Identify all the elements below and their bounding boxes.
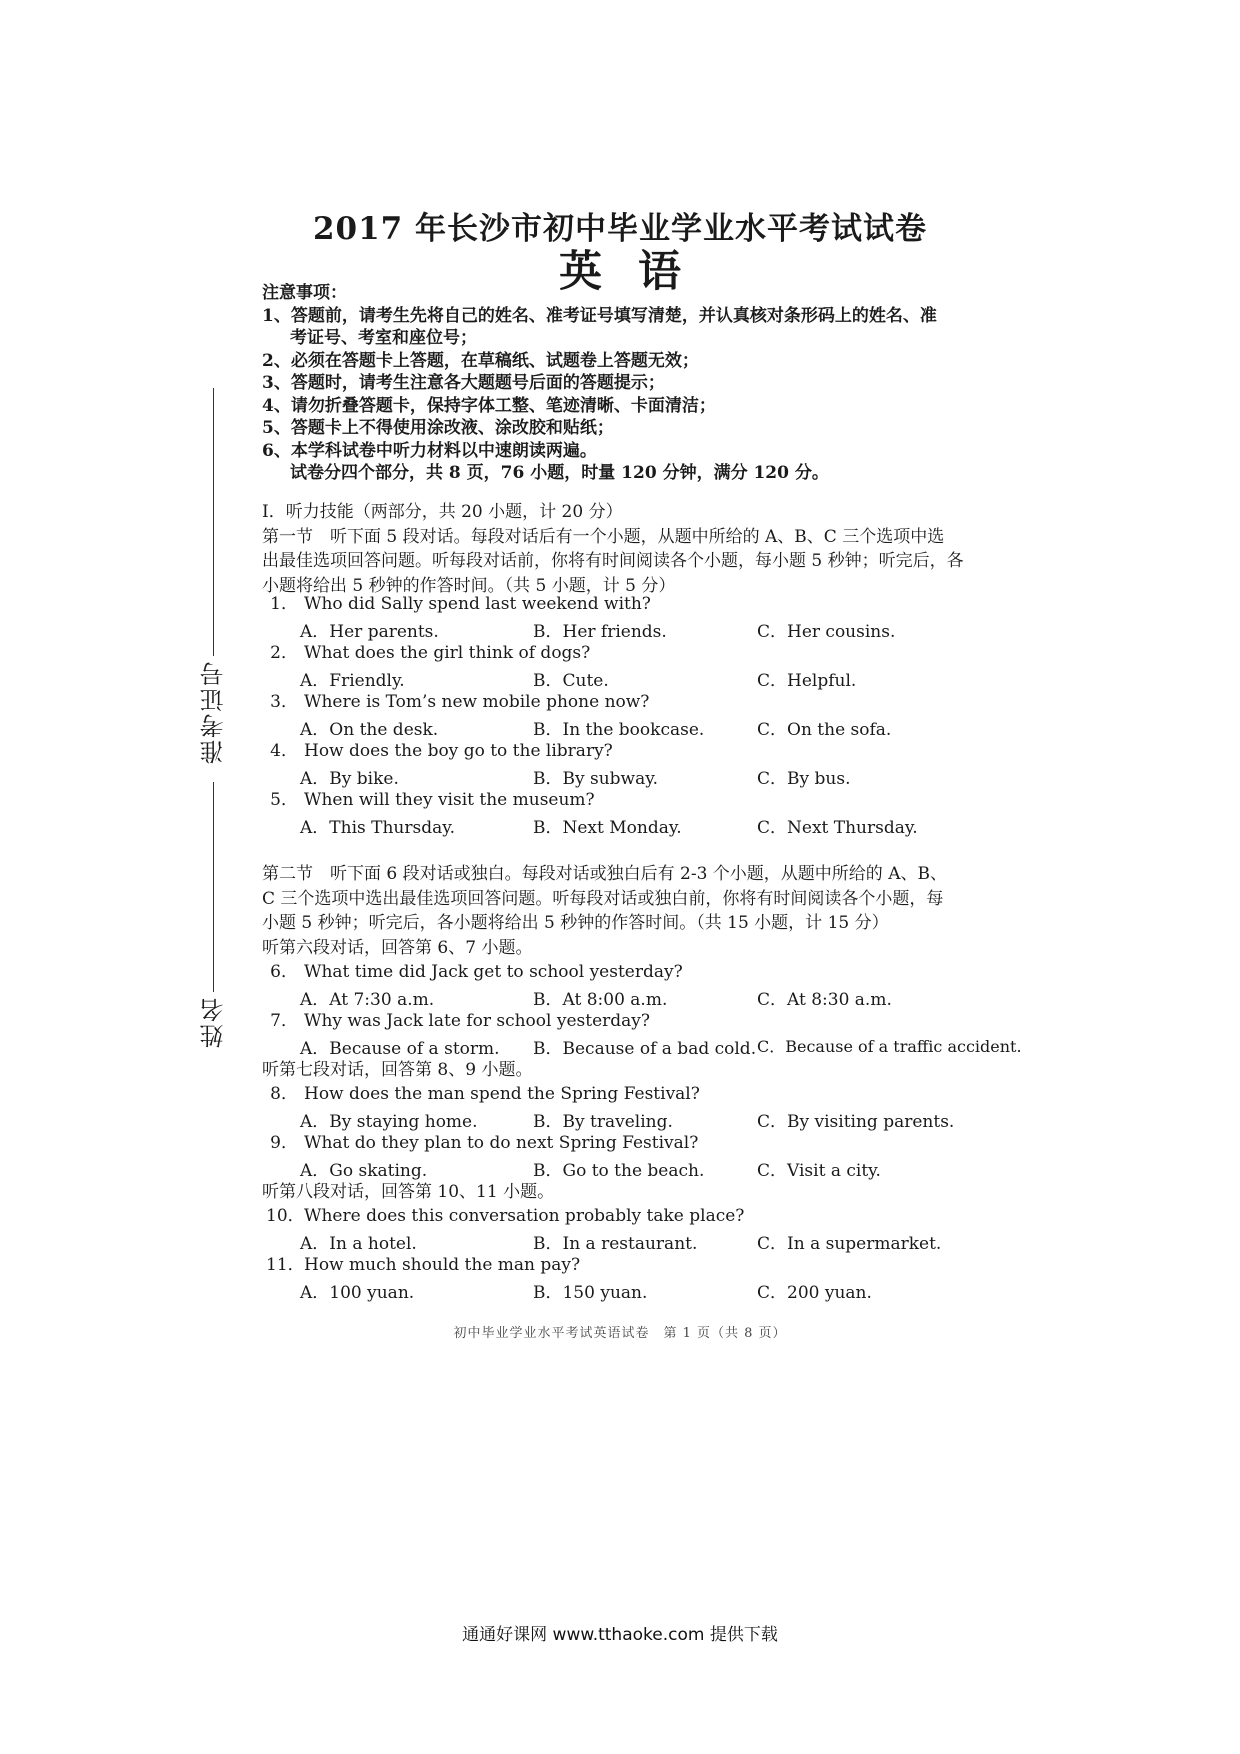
option-b: B．150 yuan.: [533, 1283, 648, 1303]
option-c: C．200 yuan.: [757, 1283, 872, 1303]
question-number: 3．: [270, 692, 298, 712]
question-text: Where does this conversation probably take place?: [304, 1206, 745, 1226]
option-a: A．By bike.: [300, 769, 399, 789]
option-c: C．Because of a traffic accident.: [757, 1037, 1022, 1056]
note-item: 5、答题卡上不得使用涂改液、涂改胶和贴纸；: [262, 418, 614, 438]
note-item: 3、答题时，请考生注意各大题题号后面的答题提示；: [262, 373, 665, 393]
dialog-instruction: 听第八段对话，回答第 10、11 小题。: [262, 1182, 555, 1202]
option-a: A．On the desk.: [300, 720, 439, 740]
note-item: 考证号、考室和座位号；: [290, 328, 477, 348]
question-text: What time did Jack get to school yesterday?: [304, 962, 683, 982]
section-instruction: 第二节 听下面 6 段对话或独白。每段对话或独白后有 2-3 个小题，从题中所给的 A、B、: [262, 864, 947, 884]
subject-title: 英语: [559, 247, 717, 297]
question-stem: [266, 960, 683, 985]
part-heading: I．听力技能（两部分，共 20 小题，计 20 分）: [262, 502, 623, 522]
notes-block: [262, 282, 1002, 485]
option-c: C．In a supermarket.: [757, 1234, 942, 1254]
option-b: B．By subway.: [533, 769, 658, 789]
option-a: A．At 7:30 a.m.: [300, 990, 435, 1010]
exam-id-label: 准考证号: [200, 660, 228, 764]
option-b: B．At 8:00 a.m.: [533, 990, 668, 1010]
option-a: A．Go skating.: [300, 1161, 428, 1181]
option-a: A．100 yuan.: [300, 1283, 415, 1303]
option-b: B．In a restaurant.: [533, 1234, 698, 1254]
section-instruction: 小题将给出 5 秒钟的作答时间。（共 5 小题，计 5 分）: [262, 575, 676, 596]
option-c: C．Her cousins.: [757, 622, 896, 642]
question-text: Who did Sally spend last weekend with?: [304, 594, 651, 614]
question-number: 5．: [270, 790, 298, 810]
option-a: A．By staying home.: [300, 1112, 478, 1132]
option-c: C．Helpful.: [757, 671, 857, 691]
dialog-instruction: 听第六段对话，回答第 6、7 小题。: [262, 937, 533, 958]
option-c: C．On the sofa.: [757, 720, 892, 740]
question-text: How does the man spend the Spring Festival?: [304, 1084, 700, 1104]
note-item: 6、本学科试卷中听力材料以中速朗读两遍。: [262, 440, 597, 461]
question-number: 8．: [270, 1084, 298, 1104]
question-text: How does the boy go to the library?: [304, 741, 613, 761]
section-instruction: C 三个选项中选出最佳选项回答问题。听每段对话或独白前，你将有时间阅读各个小题，每: [262, 888, 944, 909]
section-instruction: 出最佳选项回答问题。听每段对话前，你将有时间阅读各个小题，每小题 5 秒钟；听完后，各: [262, 551, 964, 571]
question-number: 11．: [266, 1255, 305, 1275]
option-b: B．Go to the beach.: [533, 1161, 705, 1181]
side-binding-line-middle: [213, 782, 214, 992]
question-stem: [266, 739, 613, 764]
option-c: C．By visiting parents.: [757, 1112, 955, 1132]
question-text: What do they plan to do next Spring Festival?: [304, 1133, 699, 1153]
option-a: A．Friendly.: [300, 671, 405, 691]
question-stem: [266, 1204, 744, 1229]
option-b: B．Cute.: [533, 671, 609, 691]
option-a: A．Her parents.: [300, 622, 439, 642]
question-number: 10．: [266, 1206, 305, 1226]
option-c: C．By bus.: [757, 769, 851, 789]
section-instruction: 第一节 听下面 5 段对话。每段对话后有一个小题，从题中所给的 A、B、C 三个选项中选: [262, 526, 945, 547]
option-a: A．This Thursday.: [300, 818, 455, 838]
question-number: 6．: [270, 962, 298, 982]
part1-intro: [262, 500, 1002, 598]
side-binding-line-top: [213, 388, 214, 656]
question-text: When will they visit the museum?: [304, 790, 595, 810]
question-text: Where is Tom’s new mobile phone now?: [304, 692, 650, 712]
notes-heading: 注意事项：: [262, 283, 347, 303]
question-stem: [266, 788, 595, 813]
option-c: C．At 8:30 a.m.: [757, 990, 892, 1010]
note-item: 4、请勿折叠答题卡，保持字体工整、笔迹清晰、卡面清洁；: [262, 395, 716, 416]
option-b: B．Because of a bad cold.: [533, 1039, 757, 1059]
question-stem: [266, 1253, 580, 1278]
question-stem: [266, 1009, 650, 1034]
option-c: C．Next Thursday.: [757, 818, 918, 838]
note-item: 2、必须在答题卡上答题，在草稿纸、试题卷上答题无效；: [262, 350, 699, 371]
question-stem: [266, 690, 649, 715]
note-item: 1、答题前，请考生先将自己的姓名、准考证号填写清楚，并认真核对条形码上的姓名、准: [262, 305, 937, 326]
dialog-instruction: 听第七段对话，回答第 8、9 小题。: [262, 1060, 533, 1080]
option-b: B．Next Monday.: [533, 818, 682, 838]
question-stem: [266, 1131, 698, 1156]
question-stem: [266, 1082, 700, 1107]
section-instruction: 小题 5 秒钟；听完后，各小题将给出 5 秒钟的作答时间。（共 15 小题，计 15 分）: [262, 913, 889, 933]
question-text: How much should the man pay?: [304, 1255, 581, 1275]
option-c: C．Visit a city.: [757, 1161, 881, 1181]
option-b: B．Her friends.: [533, 622, 667, 642]
download-credit: 通通好课网 www.tthaoke.com 提供下载: [462, 1625, 778, 1645]
option-b: B．By traveling.: [533, 1112, 673, 1132]
question-number: 1．: [270, 594, 298, 614]
section2-intro: [262, 862, 1002, 960]
question-number: 7．: [270, 1011, 298, 1031]
exam-title: 2017 年长沙市初中毕业学业水平考试试卷: [312, 211, 928, 247]
question-stem: [266, 641, 590, 666]
question-stem: [266, 592, 651, 617]
question-text: What does the girl think of dogs?: [304, 643, 591, 663]
note-item: 试卷分四个部分，共 8 页，76 小题，时量 120 分钟，满分 120 分。: [290, 463, 829, 483]
question-number: 4．: [270, 741, 298, 761]
question-number: 2．: [270, 643, 298, 663]
option-a: A．Because of a storm.: [300, 1039, 500, 1059]
option-a: A．In a hotel.: [300, 1234, 417, 1254]
page-footer: 初中毕业学业水平考试英语试卷 第 1 页（共 8 页）: [453, 1326, 787, 1341]
question-text: Why was Jack late for school yesterday?: [304, 1011, 650, 1031]
question-number: 9．: [270, 1133, 298, 1153]
name-label: 姓名: [200, 996, 228, 1048]
option-b: B．In the bookcase.: [533, 720, 705, 740]
